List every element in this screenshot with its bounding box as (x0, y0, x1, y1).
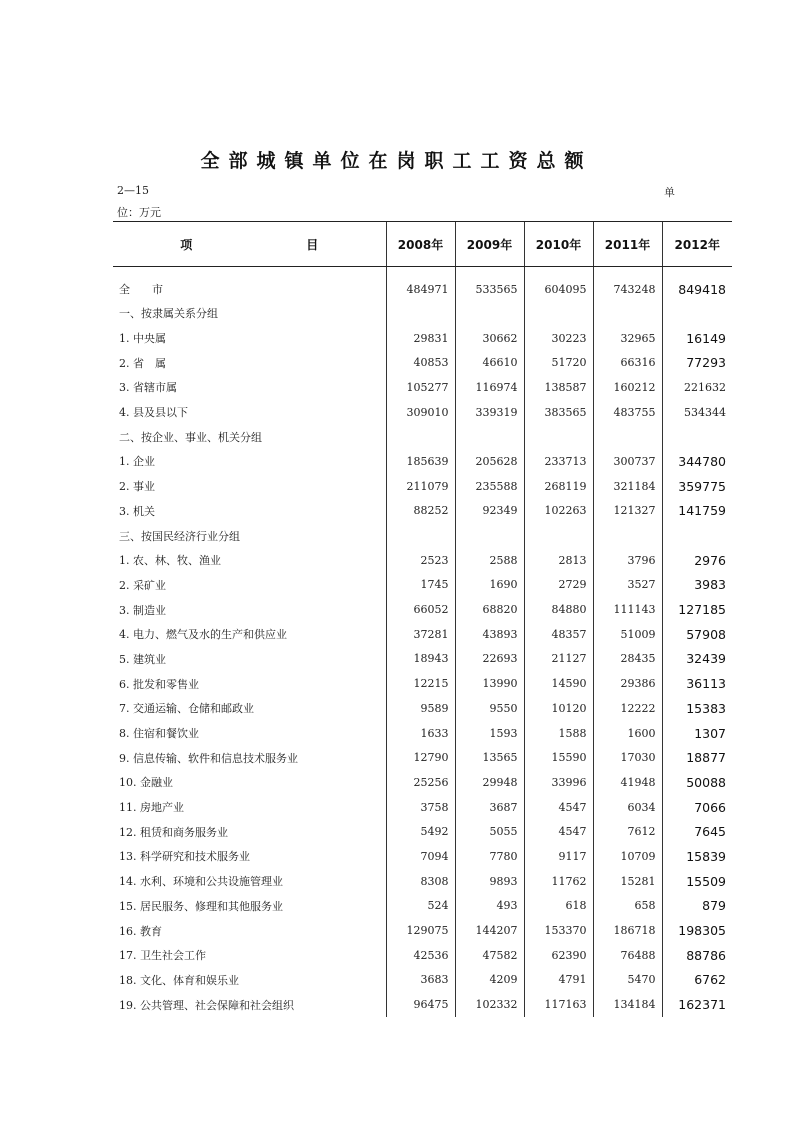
header-year-2009: 2009年 (455, 222, 524, 267)
cell-2011: 17030 (593, 745, 662, 770)
cell-2011: 12222 (593, 696, 662, 721)
cell-2009: 22693 (455, 647, 524, 672)
cell-2008: 29831 (386, 326, 455, 351)
table-row (113, 869, 732, 894)
cell-2009: 30662 (455, 326, 524, 351)
row-label: 二、按企业、事业、机关分组 (119, 430, 262, 444)
cell-2010: 51720 (524, 350, 593, 375)
cell-2012: 1307 (662, 721, 732, 746)
cell-2012: 15509 (662, 869, 732, 894)
table-row (113, 301, 732, 326)
cell-2012 (662, 301, 732, 326)
cell-2011: 134184 (593, 992, 662, 1017)
table-row (113, 844, 732, 869)
cell-2010: 30223 (524, 326, 593, 351)
cell-2011 (593, 301, 662, 326)
cell-2010 (524, 301, 593, 326)
cell-2009 (455, 523, 524, 548)
cell-2011: 160212 (593, 375, 662, 400)
cell-2012: 849418 (662, 267, 732, 302)
cell-2008: 18943 (386, 647, 455, 672)
row-label: 1. 企业 (119, 455, 155, 469)
cell-2010: 33996 (524, 770, 593, 795)
cell-2011: 6034 (593, 795, 662, 820)
cell-2010: 268119 (524, 474, 593, 499)
row-label: 15. 居民服务、修理和其他服务业 (119, 899, 283, 913)
cell-2012 (662, 424, 732, 449)
cell-2012: 221632 (662, 375, 732, 400)
row-label: 6. 批发和零售业 (119, 677, 199, 691)
cell-2009: 1690 (455, 573, 524, 598)
cell-2011: 28435 (593, 647, 662, 672)
cell-2008: 96475 (386, 992, 455, 1017)
cell-2011: 3796 (593, 548, 662, 573)
table-row (113, 548, 732, 573)
cell-2009: 493 (455, 894, 524, 919)
cell-2008: 88252 (386, 499, 455, 524)
cell-2010: 4791 (524, 968, 593, 993)
cell-2009: 205628 (455, 449, 524, 474)
cell-2012: 36113 (662, 671, 732, 696)
cell-2008: 7094 (386, 844, 455, 869)
cell-2008: 524 (386, 894, 455, 919)
cell-2008: 3683 (386, 968, 455, 993)
header-item: 项 目 (113, 222, 386, 267)
row-label: 1. 农、林、牧、渔业 (119, 554, 221, 568)
cell-2011: 51009 (593, 622, 662, 647)
cell-2012: 77293 (662, 350, 732, 375)
cell-2011: 7612 (593, 819, 662, 844)
cell-2012: 344780 (662, 449, 732, 474)
cell-2011: 76488 (593, 943, 662, 968)
row-label: 全 市 (119, 283, 163, 296)
cell-2009: 116974 (455, 375, 524, 400)
cell-2009: 13990 (455, 671, 524, 696)
cell-2010: 84880 (524, 597, 593, 622)
cell-2008: 129075 (386, 918, 455, 943)
cell-2012: 88786 (662, 943, 732, 968)
cell-2010: 1588 (524, 721, 593, 746)
cell-2008: 3758 (386, 795, 455, 820)
cell-2008: 105277 (386, 375, 455, 400)
row-label: 5. 建筑业 (119, 652, 166, 666)
cell-2008: 185639 (386, 449, 455, 474)
table-code: 2—15 (117, 184, 149, 197)
cell-2009: 144207 (455, 918, 524, 943)
table-row (113, 424, 732, 449)
cell-2009: 68820 (455, 597, 524, 622)
table-row (113, 918, 732, 943)
cell-2011: 15281 (593, 869, 662, 894)
header-year-2008: 2008年 (386, 222, 455, 267)
cell-2010: 4547 (524, 795, 593, 820)
table-row (113, 400, 732, 425)
row-label: 3. 制造业 (119, 603, 166, 617)
row-label: 16. 教育 (119, 924, 162, 938)
cell-2009: 533565 (455, 267, 524, 302)
cell-2011: 41948 (593, 770, 662, 795)
cell-2008: 25256 (386, 770, 455, 795)
row-label: 17. 卫生社会工作 (119, 949, 206, 963)
cell-2008: 12215 (386, 671, 455, 696)
cell-2009: 13565 (455, 745, 524, 770)
cell-2009: 4209 (455, 968, 524, 993)
cell-2010: 2813 (524, 548, 593, 573)
unit-label-part2: 位：万元 (117, 206, 161, 219)
cell-2011: 658 (593, 894, 662, 919)
cell-2012 (662, 523, 732, 548)
cell-2012: 16149 (662, 326, 732, 351)
cell-2008: 8308 (386, 869, 455, 894)
cell-2011: 321184 (593, 474, 662, 499)
cell-2008 (386, 424, 455, 449)
cell-2011: 121327 (593, 499, 662, 524)
cell-2009: 29948 (455, 770, 524, 795)
cell-2010: 138587 (524, 375, 593, 400)
cell-2012: 32439 (662, 647, 732, 672)
unit-label-part1: 单 (664, 186, 675, 199)
row-label: 4. 电力、燃气及水的生产和供应业 (119, 628, 287, 642)
header-row (113, 222, 732, 267)
table-row (113, 721, 732, 746)
row-label: 三、按国民经济行业分组 (119, 529, 240, 543)
cell-2010: 102263 (524, 499, 593, 524)
cell-2009: 102332 (455, 992, 524, 1017)
cell-2010: 618 (524, 894, 593, 919)
cell-2009 (455, 301, 524, 326)
cell-2010 (524, 424, 593, 449)
cell-2010: 4547 (524, 819, 593, 844)
row-label: 12. 租赁和商务服务业 (119, 825, 228, 839)
cell-2010: 21127 (524, 647, 593, 672)
cell-2009: 5055 (455, 819, 524, 844)
row-label: 18. 文化、体育和娱乐业 (119, 973, 239, 987)
cell-2010: 233713 (524, 449, 593, 474)
table-row (113, 968, 732, 993)
header-year-2010: 2010年 (524, 222, 593, 267)
table-row (113, 499, 732, 524)
cell-2011 (593, 424, 662, 449)
table-row (113, 350, 732, 375)
cell-2012: 3983 (662, 573, 732, 598)
cell-2009: 9893 (455, 869, 524, 894)
table-row (113, 647, 732, 672)
cell-2008: 66052 (386, 597, 455, 622)
cell-2011: 32965 (593, 326, 662, 351)
cell-2010: 62390 (524, 943, 593, 968)
cell-2011 (593, 523, 662, 548)
row-label: 3. 省辖市属 (119, 381, 177, 395)
table-row (113, 474, 732, 499)
page-title: 全部城镇单位在岗职工工资总额 (200, 150, 593, 172)
table-row (113, 696, 732, 721)
row-label: 2. 省 属 (119, 356, 166, 370)
cell-2012: 15839 (662, 844, 732, 869)
cell-2011: 111143 (593, 597, 662, 622)
row-label: 7. 交通运输、仓储和邮政业 (119, 702, 254, 716)
cell-2010: 15590 (524, 745, 593, 770)
table-row (113, 671, 732, 696)
cell-2010: 11762 (524, 869, 593, 894)
cell-2009: 46610 (455, 350, 524, 375)
cell-2012: 2976 (662, 548, 732, 573)
cell-2011: 10709 (593, 844, 662, 869)
table-row (113, 992, 732, 1017)
cell-2010 (524, 523, 593, 548)
cell-2009: 339319 (455, 400, 524, 425)
cell-2008: 37281 (386, 622, 455, 647)
cell-2012: 7645 (662, 819, 732, 844)
cell-2008 (386, 523, 455, 548)
table-row (113, 795, 732, 820)
row-label: 2. 采矿业 (119, 578, 166, 592)
cell-2008: 42536 (386, 943, 455, 968)
cell-2012: 18877 (662, 745, 732, 770)
wage-total-table (113, 221, 732, 1017)
cell-2012: 57908 (662, 622, 732, 647)
cell-2012: 162371 (662, 992, 732, 1017)
table-row (113, 745, 732, 770)
cell-2011: 1600 (593, 721, 662, 746)
cell-2010: 2729 (524, 573, 593, 598)
header-year-2012: 2012年 (662, 222, 732, 267)
table-row (113, 523, 732, 548)
cell-2012: 7066 (662, 795, 732, 820)
row-label: 19. 公共管理、社会保障和社会组织 (119, 998, 294, 1012)
table-row (113, 573, 732, 598)
cell-2011: 743248 (593, 267, 662, 302)
cell-2011: 186718 (593, 918, 662, 943)
cell-2008: 9589 (386, 696, 455, 721)
cell-2012: 141759 (662, 499, 732, 524)
cell-2008 (386, 301, 455, 326)
cell-2012: 50088 (662, 770, 732, 795)
cell-2008: 484971 (386, 267, 455, 302)
table-row (113, 449, 732, 474)
cell-2010: 9117 (524, 844, 593, 869)
cell-2010: 604095 (524, 267, 593, 302)
cell-2012: 879 (662, 894, 732, 919)
row-label: 11. 房地产业 (119, 801, 184, 815)
cell-2012: 6762 (662, 968, 732, 993)
table-row (113, 326, 732, 351)
row-label: 10. 金融业 (119, 776, 173, 790)
cell-2009: 235588 (455, 474, 524, 499)
cell-2012: 198305 (662, 918, 732, 943)
row-label: 3. 机关 (119, 504, 155, 518)
cell-2008: 309010 (386, 400, 455, 425)
cell-2010: 117163 (524, 992, 593, 1017)
cell-2011: 29386 (593, 671, 662, 696)
cell-2008: 1633 (386, 721, 455, 746)
cell-2010: 14590 (524, 671, 593, 696)
cell-2010: 153370 (524, 918, 593, 943)
cell-2008: 12790 (386, 745, 455, 770)
cell-2009: 43893 (455, 622, 524, 647)
header-year-2011: 2011年 (593, 222, 662, 267)
table-row (113, 894, 732, 919)
cell-2009: 7780 (455, 844, 524, 869)
cell-2010: 48357 (524, 622, 593, 647)
table-row (113, 943, 732, 968)
row-label: 9. 信息传输、软件和信息技术服务业 (119, 751, 298, 765)
cell-2012: 359775 (662, 474, 732, 499)
cell-2008: 40853 (386, 350, 455, 375)
row-label: 13. 科学研究和技术服务业 (119, 850, 250, 864)
cell-2011: 483755 (593, 400, 662, 425)
table-row (113, 622, 732, 647)
table-row (113, 770, 732, 795)
cell-2012: 534344 (662, 400, 732, 425)
row-label: 2. 事业 (119, 480, 155, 494)
cell-2010: 10120 (524, 696, 593, 721)
row-label: 一、按隶属关系分组 (119, 307, 218, 321)
cell-2009: 1593 (455, 721, 524, 746)
cell-2012: 127185 (662, 597, 732, 622)
cell-2011: 5470 (593, 968, 662, 993)
row-label: 1. 中央属 (119, 332, 166, 346)
table-row (113, 375, 732, 400)
cell-2009: 47582 (455, 943, 524, 968)
row-label: 14. 水利、环境和公共设施管理业 (119, 875, 283, 889)
cell-2008: 2523 (386, 548, 455, 573)
cell-2009: 92349 (455, 499, 524, 524)
cell-2009: 2588 (455, 548, 524, 573)
table-row (113, 267, 732, 302)
cell-2011: 66316 (593, 350, 662, 375)
row-label: 8. 住宿和餐饮业 (119, 727, 199, 741)
table-row (113, 597, 732, 622)
cell-2009: 3687 (455, 795, 524, 820)
cell-2008: 5492 (386, 819, 455, 844)
row-label: 4. 县及县以下 (119, 406, 188, 420)
cell-2009: 9550 (455, 696, 524, 721)
cell-2009 (455, 424, 524, 449)
cell-2011: 3527 (593, 573, 662, 598)
cell-2008: 1745 (386, 573, 455, 598)
cell-2011: 300737 (593, 449, 662, 474)
table-row (113, 819, 732, 844)
cell-2010: 383565 (524, 400, 593, 425)
cell-2008: 211079 (386, 474, 455, 499)
cell-2012: 15383 (662, 696, 732, 721)
